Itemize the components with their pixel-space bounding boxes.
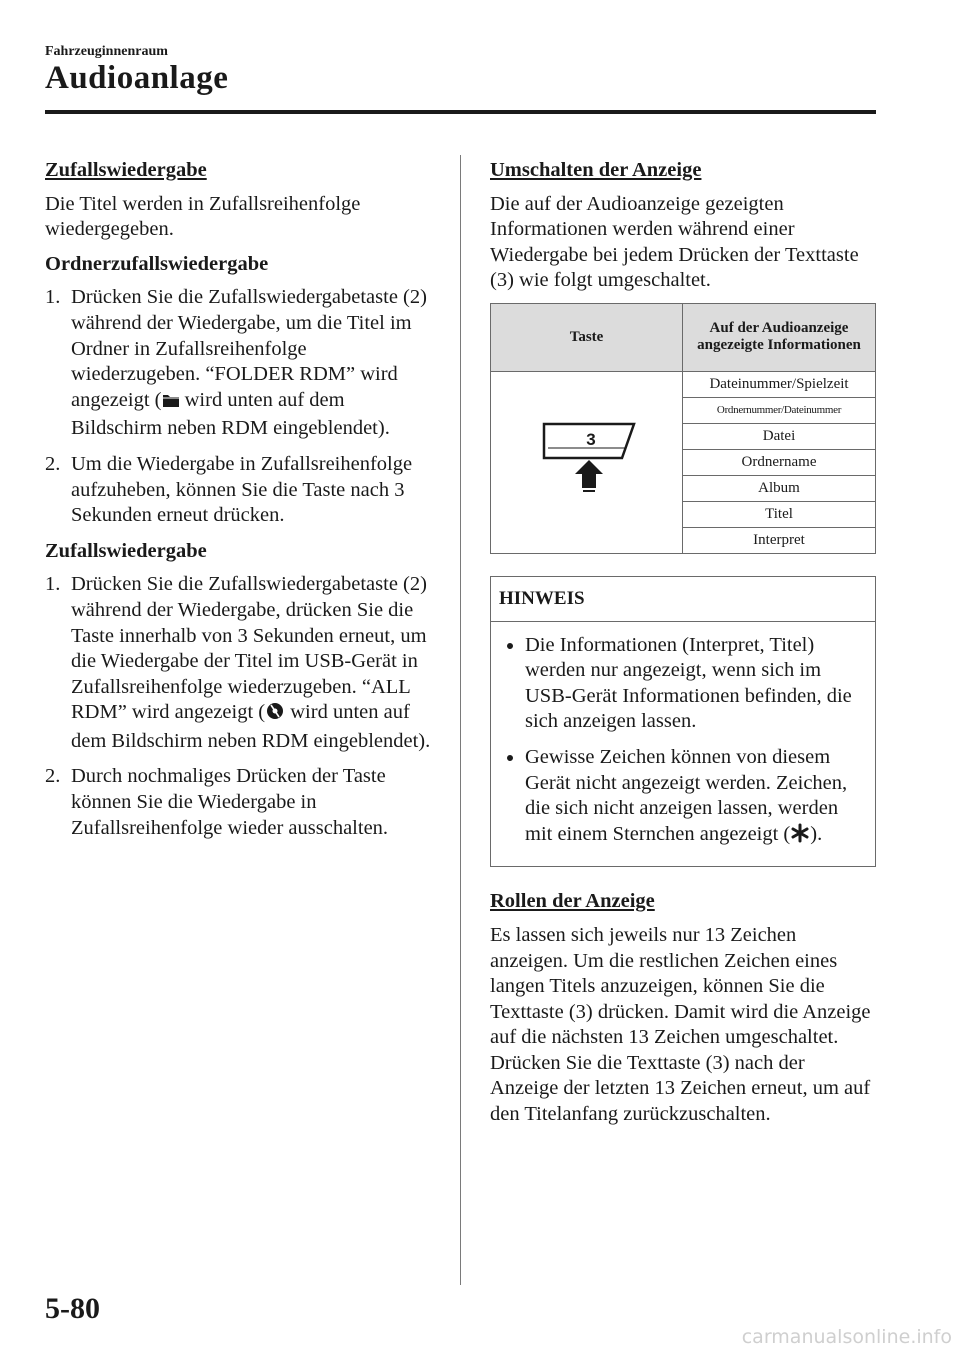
right-column	[490, 158, 876, 1137]
step-number: 2.	[45, 452, 61, 475]
note-heading: HINWEIS	[491, 577, 875, 622]
heading-folder-random: Ordnerzufallswiedergabe	[45, 252, 269, 275]
note-item	[499, 745, 867, 850]
column-divider	[460, 155, 461, 1285]
page-title: Audioanlage	[45, 60, 229, 96]
all-step-1	[45, 572, 440, 754]
step-text	[71, 572, 440, 754]
key-label: 3	[585, 429, 596, 449]
note-box	[490, 576, 876, 867]
step-text-part-b: wird unten auf dem Bildschirm neben RDM eingeblendet).	[71, 388, 390, 440]
section-label: Fahrzeuginnenraum	[45, 44, 168, 59]
text-key-illustration	[491, 371, 683, 553]
heading-random-play: Zufallswiedergabe	[45, 159, 207, 181]
note-item-text-part-a: Gewisse Zeichen können von diesem Gerät nicht angezeigt werden. Zeichen, die sich nicht anzeigen lassen, werden mit einem Sternchen angezeigt (	[525, 745, 848, 845]
table-cell: Album	[683, 475, 876, 501]
step-text: Um die Wiedergabe in Zufallsreihenfolge aufzuheben, können Sie die Taste nach 3 Sekunden erneut drücken.	[71, 452, 413, 527]
heading-scroll-display: Rollen der Anzeige	[490, 890, 655, 913]
table-header-info: Auf der Audioanzeige angezeigte Informationen	[683, 303, 876, 371]
note-item-text-part-b: ).	[810, 822, 823, 845]
step-text-part-a: Drücken Sie die Zufallswiedergabetaste (2) während der Wiedergabe, drücken Sie die Taste innerhalb von 3 Sekunden erneut, um die Wiedergabe der Titel im USB-Gerät in Zufallsreihenfolge wiederzugeben. “ALL RDM” wird angezeigt (	[71, 573, 427, 724]
bullet-icon	[499, 633, 525, 735]
disc-icon	[265, 701, 285, 729]
note-item	[499, 633, 867, 735]
table-cell: Dateinummer/Spielzeit	[683, 371, 876, 397]
left-column	[45, 158, 440, 851]
intro-paragraph: Die Titel werden in Zufallsreihenfolge wiedergegeben.	[45, 192, 361, 241]
heading-switch-display: Umschalten der Anzeige	[490, 159, 702, 181]
table-cell: Interpret	[683, 527, 876, 553]
step-text: Durch nochmaliges Drücken der Taste können Sie die Wiedergabe in Zufallsreihenfolge wieder ausschalten.	[71, 765, 389, 839]
folder-icon	[162, 391, 180, 417]
table-row	[491, 371, 876, 397]
table-cell: Datei	[683, 423, 876, 449]
page-number: 5-80	[45, 1292, 100, 1325]
bullet-icon	[499, 745, 525, 850]
note-body	[491, 622, 875, 867]
step-number: 1.	[45, 573, 61, 596]
note-item-text: Die Informationen (Interpret, Titel) werden nur angezeigt, wenn sich im USB-Gerät Informationen befinden, die sich anzeigen lassen.	[525, 633, 852, 733]
table-cell: Titel	[683, 501, 876, 527]
text-button-3-icon	[522, 420, 652, 498]
all-step-2	[45, 764, 440, 841]
table-header-row	[491, 303, 876, 371]
step-text-part-a: Drücken Sie die Zufallswiedergabetaste (2) während der Wiedergabe, um die Titel im Ordner in Zufallsreihenfolge wiederzugeben. “FOLDER RDM” wird angezeigt (	[71, 286, 427, 411]
folder-step-1	[45, 285, 440, 442]
scroll-paragraph: Es lassen sich jeweils nur 13 Zeichen anzeigen. Um die restlichen Zeichen eines langen Titels anzuzeigen, können Sie die Texttaste (3) drücken. Damit wird die Anzeige auf die nächsten 13 Zeichen umgeschaltet. Drücken Sie die Texttaste (3) nach der Anzeige der letzten 13 Zeichen erneut, um auf den Titelanfang zurückzuschalten.	[490, 923, 871, 1126]
switch-paragraph: Die auf der Audioanzeige gezeigten Informationen werden während einer Wiedergabe bei jedem Drücken der Texttaste (3) wie folgt umgeschaltet.	[490, 192, 859, 292]
note-item-text	[525, 745, 867, 850]
watermark: carmanualsonline.info	[741, 1326, 952, 1348]
table-cell: Ordnername	[683, 449, 876, 475]
table-header-key: Taste	[491, 303, 683, 371]
display-info-table	[490, 303, 876, 554]
folder-step-2	[45, 452, 440, 529]
header-rule	[45, 110, 876, 114]
step-text	[71, 285, 440, 442]
table-cell: Ordnernummer/Dateinummer	[683, 397, 876, 423]
heading-all-random: Zufallswiedergabe	[45, 539, 207, 562]
step-text-part-b: wird unten auf dem Bildschirm neben RDM eingeblendet).	[71, 701, 431, 752]
asterisk-icon	[790, 823, 810, 851]
step-number: 1.	[45, 286, 61, 309]
step-number: 2.	[45, 765, 61, 788]
